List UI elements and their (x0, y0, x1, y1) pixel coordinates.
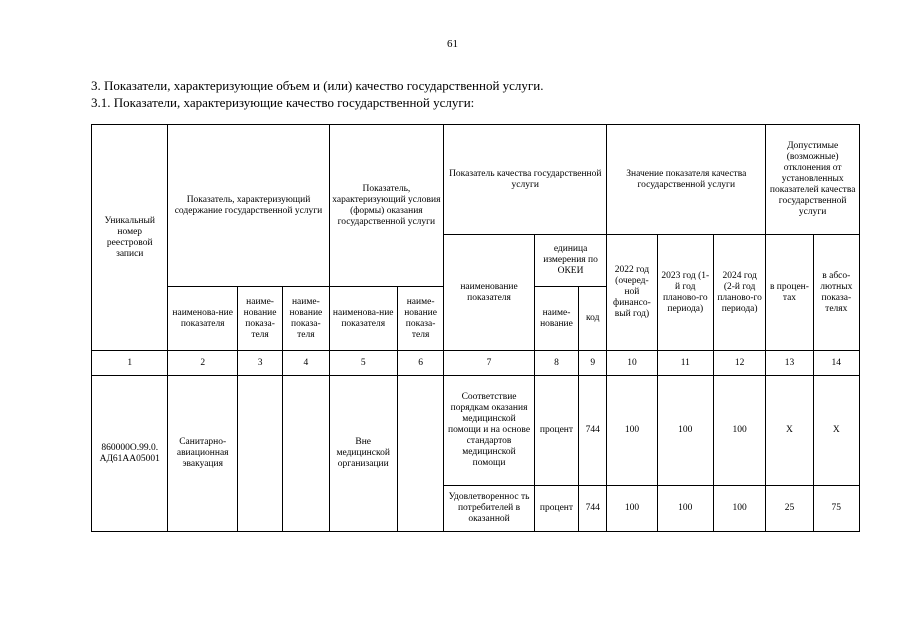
column-number: 12 (713, 351, 765, 376)
indicator-name-cell: Удовлетвореннос ть потребителей в оказанной (444, 486, 535, 532)
header-quality-indicator: Показатель качества государственной услуги (444, 125, 607, 235)
column-number: 6 (397, 351, 443, 376)
header-content-name-2: наиме-нование показа-теля (237, 287, 282, 351)
deviation-percent-cell: 25 (766, 486, 813, 532)
header-condition-name-1: наименова-ние показателя (329, 287, 397, 351)
unit-code-cell: 744 (579, 486, 607, 532)
registry-number-cell: 860000О.99.0. АД61АА05001 (92, 376, 168, 532)
unit-name-cell: процент (534, 376, 578, 486)
header-content-name-1: наименова-ние показателя (168, 287, 237, 351)
header-in-percent: в процен-тах (766, 235, 813, 351)
column-number: 8 (534, 351, 578, 376)
unit-code-cell: 744 (579, 376, 607, 486)
header-in-absolute: в абсо-лютных показа-телях (813, 235, 859, 351)
deviation-percent-cell: Х (766, 376, 813, 486)
quality-indicators-table (91, 124, 860, 532)
header-content-name-3: наиме-нование показа-теля (283, 287, 329, 351)
column-number: 2 (168, 351, 237, 376)
value-2022-cell: 100 (607, 486, 657, 532)
column-number: 7 (444, 351, 535, 376)
column-number: 9 (579, 351, 607, 376)
header-okei-unit: единица измерения по ОКЕИ (534, 235, 606, 287)
unit-name-cell: процент (534, 486, 578, 532)
header-unique-number: Уникальный номер реестровой записи (92, 125, 168, 351)
column-number: 3 (237, 351, 282, 376)
column-number: 1 (92, 351, 168, 376)
subsection-heading: 3.1. Показатели, характеризующие качество государственной услуги: (91, 95, 475, 110)
header-deviations: Допустимые (возможные) отклонения от установленных показателей качества государственной услуги (766, 125, 860, 235)
header-condition-name-2: наиме-нование показа-теля (397, 287, 443, 351)
header-okei-code: код (579, 287, 607, 351)
column-number: 10 (607, 351, 657, 376)
column-number: 14 (813, 351, 859, 376)
value-2024-cell: 100 (713, 376, 765, 486)
header-year-2023: 2023 год (1-й год планово-го периода) (657, 235, 713, 351)
content-indicator-cell-2 (237, 376, 282, 532)
column-number: 4 (283, 351, 329, 376)
deviation-absolute-cell: Х (813, 376, 859, 486)
header-conditions-indicator: Показатель, характеризующий условия (формы) оказания государственной услуги (329, 125, 444, 287)
column-number: 11 (657, 351, 713, 376)
header-year-2024: 2024 год (2-й год планово-го периода) (713, 235, 765, 351)
condition-indicator-cell: Вне медицинской организации (329, 376, 397, 532)
header-indicator-name: наименование показателя (444, 235, 535, 351)
value-2024-cell: 100 (713, 486, 765, 532)
value-2023-cell: 100 (657, 376, 713, 486)
header-okei-name: наиме-нование (534, 287, 578, 351)
indicator-name-cell: Соответствие порядкам оказания медицинской помощи и на основе стандартов медицинской помощи (444, 376, 535, 486)
content-indicator-cell: Санитарно-авиационная эвакуация (168, 376, 237, 532)
value-2023-cell: 100 (657, 486, 713, 532)
column-number-row (92, 351, 860, 376)
section-heading: 3. Показатели, характеризующие объем и (или) качество государственной услуги. (91, 78, 544, 93)
table-row (92, 376, 860, 486)
header-year-2022: 2022 год (очеред-ной финансо-вый год) (607, 235, 657, 351)
header-quality-value: Значение показателя качества государственной услуги (607, 125, 766, 235)
header-content-indicator: Показатель, характеризующий содержание государственной услуги (168, 125, 329, 287)
page-number: 61 (447, 38, 458, 50)
value-2022-cell: 100 (607, 376, 657, 486)
content-indicator-cell-3 (283, 376, 329, 532)
deviation-absolute-cell: 75 (813, 486, 859, 532)
column-number: 5 (329, 351, 397, 376)
condition-indicator-cell-2 (397, 376, 443, 532)
column-number: 13 (766, 351, 813, 376)
